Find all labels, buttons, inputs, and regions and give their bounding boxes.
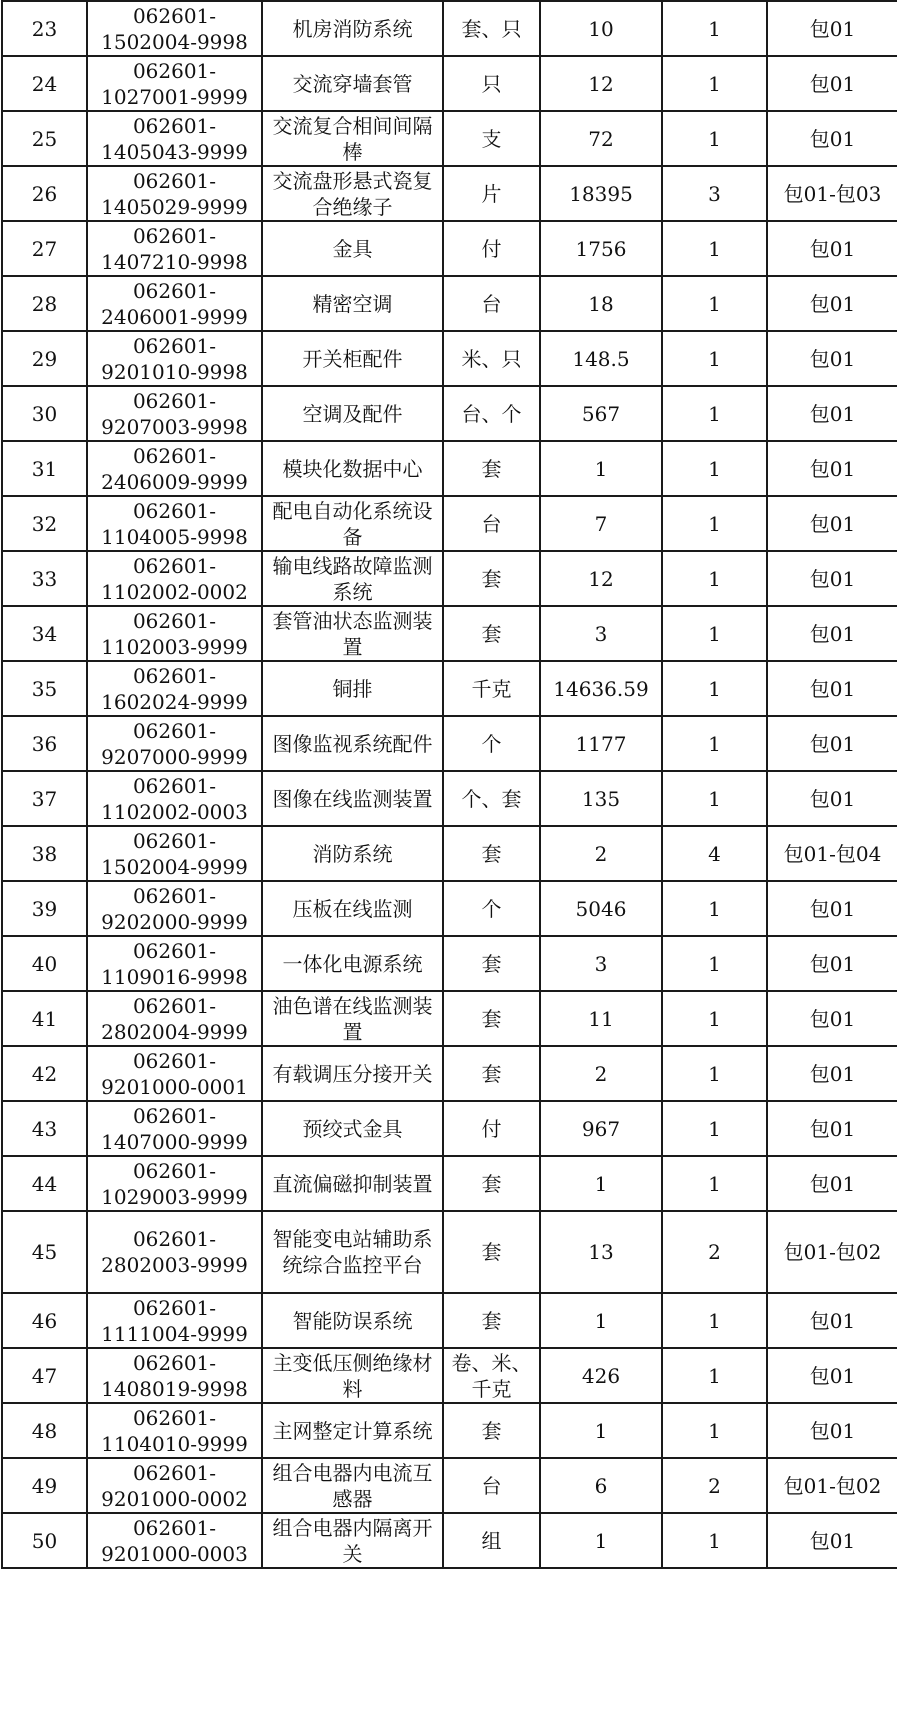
cell-package-count: 1	[662, 1403, 767, 1458]
cell-material-code	[87, 111, 262, 166]
cell-quantity: 12	[540, 56, 662, 111]
cell-serial-number: 25	[2, 111, 87, 166]
cell-unit: 套	[443, 1211, 540, 1293]
material-code-suffix: 1102002-0003	[101, 799, 248, 824]
table-row	[2, 1211, 897, 1293]
cell-material-name: 消防系统	[262, 826, 443, 881]
material-code-suffix: 1407000-9999	[101, 1129, 248, 1154]
table-row	[2, 1293, 897, 1348]
cell-material-code	[87, 936, 262, 991]
cell-material-code	[87, 1403, 262, 1458]
cell-package-count: 1	[662, 111, 767, 166]
cell-material-code	[87, 661, 262, 716]
cell-package-count: 1	[662, 1101, 767, 1156]
cell-material-code	[87, 386, 262, 441]
cell-quantity: 72	[540, 111, 662, 166]
cell-quantity: 1756	[540, 221, 662, 276]
table-row	[2, 1, 897, 56]
material-code-suffix: 9201000-0002	[101, 1486, 248, 1511]
table-row	[2, 276, 897, 331]
cell-package-range: 包01	[767, 991, 897, 1046]
table-row	[2, 56, 897, 111]
table-row	[2, 386, 897, 441]
cell-serial-number: 42	[2, 1046, 87, 1101]
cell-package-range: 包01	[767, 606, 897, 661]
cell-material-code	[87, 1348, 262, 1403]
cell-material-name: 机房消防系统	[262, 1, 443, 56]
material-code-prefix: 062601-	[132, 388, 217, 413]
cell-material-code	[87, 441, 262, 496]
cell-serial-number: 47	[2, 1348, 87, 1403]
cell-unit: 台	[443, 276, 540, 331]
cell-serial-number: 29	[2, 331, 87, 386]
material-code-prefix: 062601-	[132, 278, 217, 303]
material-code-prefix: 062601-	[132, 113, 217, 138]
cell-package-count: 1	[662, 771, 767, 826]
cell-quantity: 13	[540, 1211, 662, 1293]
material-code-prefix: 062601-	[132, 553, 217, 578]
cell-package-range: 包01	[767, 716, 897, 771]
material-code-suffix: 2406009-9999	[101, 469, 248, 494]
cell-package-count: 1	[662, 56, 767, 111]
cell-quantity: 135	[540, 771, 662, 826]
cell-package-count: 1	[662, 1513, 767, 1568]
table-row	[2, 1348, 897, 1403]
table-body	[2, 1, 897, 1568]
cell-serial-number: 31	[2, 441, 87, 496]
cell-package-count: 1	[662, 936, 767, 991]
cell-unit: 套	[443, 1403, 540, 1458]
table-row	[2, 111, 897, 166]
cell-unit: 套、只	[443, 1, 540, 56]
cell-material-code	[87, 1, 262, 56]
cell-quantity: 1	[540, 441, 662, 496]
cell-package-count: 1	[662, 661, 767, 716]
cell-unit: 米、只	[443, 331, 540, 386]
material-code-prefix: 062601-	[132, 993, 217, 1018]
cell-package-count: 1	[662, 716, 767, 771]
material-code-prefix: 062601-	[132, 718, 217, 743]
cell-quantity: 10	[540, 1, 662, 56]
cell-quantity: 6	[540, 1458, 662, 1513]
material-code-prefix: 062601-	[132, 1405, 217, 1430]
material-code-suffix: 1104005-9998	[101, 524, 248, 549]
cell-package-count: 2	[662, 1458, 767, 1513]
cell-package-count: 1	[662, 276, 767, 331]
cell-package-count: 1	[662, 551, 767, 606]
table-row	[2, 1101, 897, 1156]
table-row	[2, 716, 897, 771]
cell-serial-number: 33	[2, 551, 87, 606]
cell-serial-number: 49	[2, 1458, 87, 1513]
table-row	[2, 1156, 897, 1211]
cell-package-count: 4	[662, 826, 767, 881]
cell-unit: 个	[443, 716, 540, 771]
table-row	[2, 661, 897, 716]
cell-material-code	[87, 331, 262, 386]
material-code-prefix: 062601-	[132, 883, 217, 908]
material-code-suffix: 1027001-9999	[101, 84, 248, 109]
material-code-prefix: 062601-	[132, 1103, 217, 1128]
table-row	[2, 1458, 897, 1513]
cell-unit: 套	[443, 1156, 540, 1211]
cell-quantity: 11	[540, 991, 662, 1046]
cell-package-range: 包01-包04	[767, 826, 897, 881]
cell-unit: 套	[443, 1293, 540, 1348]
table-row	[2, 1046, 897, 1101]
cell-quantity: 18395	[540, 166, 662, 221]
cell-material-name: 交流穿墙套管	[262, 56, 443, 111]
cell-package-range: 包01	[767, 551, 897, 606]
cell-quantity: 2	[540, 1046, 662, 1101]
cell-quantity: 2	[540, 826, 662, 881]
cell-unit: 套	[443, 606, 540, 661]
cell-package-range: 包01	[767, 221, 897, 276]
cell-package-count: 1	[662, 221, 767, 276]
cell-material-code	[87, 56, 262, 111]
cell-serial-number: 30	[2, 386, 87, 441]
cell-unit: 付	[443, 221, 540, 276]
cell-unit: 套	[443, 551, 540, 606]
cell-package-range: 包01	[767, 1403, 897, 1458]
cell-material-code	[87, 716, 262, 771]
material-code-suffix: 1029003-9999	[101, 1184, 248, 1209]
cell-quantity: 14636.59	[540, 661, 662, 716]
cell-serial-number: 39	[2, 881, 87, 936]
material-code-prefix: 062601-	[132, 333, 217, 358]
cell-material-code	[87, 551, 262, 606]
cell-material-name: 模块化数据中心	[262, 441, 443, 496]
table-row	[2, 1513, 897, 1568]
cell-material-name: 预绞式金具	[262, 1101, 443, 1156]
material-code-prefix: 062601-	[132, 1048, 217, 1073]
cell-material-code	[87, 276, 262, 331]
cell-package-range: 包01	[767, 1156, 897, 1211]
cell-unit: 个	[443, 881, 540, 936]
cell-package-count: 1	[662, 991, 767, 1046]
cell-unit: 支	[443, 111, 540, 166]
cell-package-count: 1	[662, 331, 767, 386]
cell-quantity: 148.5	[540, 331, 662, 386]
material-code-prefix: 062601-	[132, 1460, 217, 1485]
cell-material-name: 油色谱在线监测装置	[262, 991, 443, 1046]
cell-material-name: 图像在线监测装置	[262, 771, 443, 826]
cell-serial-number: 38	[2, 826, 87, 881]
cell-material-code	[87, 1156, 262, 1211]
cell-package-range: 包01	[767, 386, 897, 441]
cell-package-count: 1	[662, 1046, 767, 1101]
cell-unit: 付	[443, 1101, 540, 1156]
cell-package-range: 包01	[767, 936, 897, 991]
cell-unit: 千克	[443, 661, 540, 716]
cell-package-range: 包01	[767, 1293, 897, 1348]
cell-package-range: 包01-包02	[767, 1211, 897, 1293]
cell-material-name: 输电线路故障监测系统	[262, 551, 443, 606]
cell-material-code	[87, 1101, 262, 1156]
cell-material-code	[87, 166, 262, 221]
material-code-suffix: 1102002-0002	[101, 579, 248, 604]
cell-material-name: 精密空调	[262, 276, 443, 331]
cell-unit: 套	[443, 1046, 540, 1101]
material-code-suffix: 1602024-9999	[101, 689, 248, 714]
cell-package-range: 包01	[767, 441, 897, 496]
cell-material-name: 组合电器内隔离开关	[262, 1513, 443, 1568]
material-code-suffix: 1405029-9999	[101, 194, 248, 219]
cell-material-code	[87, 1293, 262, 1348]
material-code-suffix: 2802003-9999	[101, 1253, 248, 1277]
cell-serial-number: 48	[2, 1403, 87, 1458]
cell-quantity: 7	[540, 496, 662, 551]
material-code-prefix: 062601-	[132, 1350, 217, 1375]
material-code-prefix: 062601-	[132, 608, 217, 633]
cell-serial-number: 46	[2, 1293, 87, 1348]
cell-package-range: 包01	[767, 1513, 897, 1568]
cell-material-code	[87, 1046, 262, 1101]
cell-serial-number: 37	[2, 771, 87, 826]
material-code-suffix: 9201010-9998	[101, 359, 248, 384]
cell-material-code	[87, 606, 262, 661]
cell-package-range: 包01	[767, 1101, 897, 1156]
cell-unit: 台	[443, 496, 540, 551]
cell-material-name: 配电自动化系统设备	[262, 496, 443, 551]
material-code-suffix: 1408019-9998	[101, 1376, 248, 1401]
cell-quantity: 3	[540, 936, 662, 991]
cell-quantity: 5046	[540, 881, 662, 936]
table-row	[2, 771, 897, 826]
material-code-prefix: 062601-	[132, 223, 217, 248]
table-row	[2, 441, 897, 496]
cell-material-name: 一体化电源系统	[262, 936, 443, 991]
cell-quantity: 12	[540, 551, 662, 606]
cell-quantity: 1	[540, 1513, 662, 1568]
material-code-suffix: 2802004-9999	[101, 1019, 248, 1044]
material-code-prefix: 062601-	[132, 1295, 217, 1320]
table-row	[2, 881, 897, 936]
cell-material-code	[87, 826, 262, 881]
table-row	[2, 826, 897, 881]
cell-quantity: 426	[540, 1348, 662, 1403]
cell-package-range: 包01-包02	[767, 1458, 897, 1513]
cell-package-range: 包01	[767, 1348, 897, 1403]
cell-material-name: 交流盘形悬式瓷复合绝缘子	[262, 166, 443, 221]
material-code-suffix: 1502004-9999	[101, 854, 248, 879]
material-code-suffix: 1405043-9999	[101, 139, 248, 164]
cell-package-count: 1	[662, 386, 767, 441]
cell-material-name: 有载调压分接开关	[262, 1046, 443, 1101]
material-code-suffix: 9202000-9999	[101, 909, 248, 934]
cell-serial-number: 26	[2, 166, 87, 221]
cell-serial-number: 35	[2, 661, 87, 716]
material-code-suffix: 9207000-9999	[101, 744, 248, 769]
cell-quantity: 18	[540, 276, 662, 331]
table-row	[2, 606, 897, 661]
cell-unit: 组	[443, 1513, 540, 1568]
cell-package-range: 包01	[767, 881, 897, 936]
table-row	[2, 936, 897, 991]
cell-serial-number: 41	[2, 991, 87, 1046]
cell-material-code	[87, 881, 262, 936]
cell-unit: 套	[443, 991, 540, 1046]
cell-serial-number: 24	[2, 56, 87, 111]
material-code-suffix: 1102003-9999	[101, 634, 248, 659]
material-code-prefix: 062601-	[132, 828, 217, 853]
table-row	[2, 496, 897, 551]
cell-material-name: 智能防误系统	[262, 1293, 443, 1348]
material-code-prefix: 062601-	[132, 1227, 217, 1251]
cell-material-name: 开关柜配件	[262, 331, 443, 386]
materials-table	[1, 0, 897, 1569]
cell-package-count: 2	[662, 1211, 767, 1293]
cell-material-code	[87, 496, 262, 551]
table-row	[2, 1403, 897, 1458]
table-row	[2, 551, 897, 606]
cell-unit: 只	[443, 56, 540, 111]
cell-serial-number: 23	[2, 1, 87, 56]
cell-material-name: 空调及配件	[262, 386, 443, 441]
material-code-suffix: 9201000-0001	[101, 1074, 248, 1099]
cell-unit: 台、个	[443, 386, 540, 441]
cell-unit: 卷、米、千克	[443, 1348, 540, 1403]
cell-package-range: 包01	[767, 771, 897, 826]
cell-material-name: 组合电器内电流互感器	[262, 1458, 443, 1513]
material-code-prefix: 062601-	[132, 3, 217, 28]
material-code-prefix: 062601-	[132, 443, 217, 468]
cell-serial-number: 40	[2, 936, 87, 991]
cell-unit: 台	[443, 1458, 540, 1513]
cell-package-count: 1	[662, 1156, 767, 1211]
material-code-prefix: 062601-	[132, 498, 217, 523]
cell-quantity: 567	[540, 386, 662, 441]
material-code-suffix: 9207003-9998	[101, 414, 248, 439]
cell-serial-number: 27	[2, 221, 87, 276]
cell-quantity: 1	[540, 1403, 662, 1458]
cell-package-count: 1	[662, 496, 767, 551]
cell-package-range: 包01	[767, 276, 897, 331]
cell-serial-number: 44	[2, 1156, 87, 1211]
cell-package-range: 包01	[767, 111, 897, 166]
table-row	[2, 991, 897, 1046]
material-code-suffix: 9201000-0003	[101, 1541, 248, 1566]
cell-package-count: 1	[662, 1, 767, 56]
cell-package-range: 包01	[767, 1, 897, 56]
cell-unit: 片	[443, 166, 540, 221]
cell-package-range: 包01	[767, 331, 897, 386]
cell-serial-number: 50	[2, 1513, 87, 1568]
cell-unit: 个、套	[443, 771, 540, 826]
table-row	[2, 221, 897, 276]
material-code-prefix: 062601-	[132, 663, 217, 688]
material-code-suffix: 2406001-9999	[101, 304, 248, 329]
cell-unit: 套	[443, 441, 540, 496]
cell-material-name: 图像监视系统配件	[262, 716, 443, 771]
cell-material-code	[87, 1211, 262, 1293]
cell-quantity: 1	[540, 1156, 662, 1211]
cell-package-range: 包01	[767, 56, 897, 111]
cell-unit: 套	[443, 826, 540, 881]
cell-material-name: 智能变电站辅助系统综合监控平台	[262, 1211, 443, 1293]
cell-material-code	[87, 1513, 262, 1568]
cell-serial-number: 28	[2, 276, 87, 331]
material-code-prefix: 062601-	[132, 1515, 217, 1540]
cell-material-name: 金具	[262, 221, 443, 276]
material-code-prefix: 062601-	[132, 58, 217, 83]
table-row	[2, 331, 897, 386]
cell-material-name: 套管油状态监测装置	[262, 606, 443, 661]
cell-material-code	[87, 991, 262, 1046]
cell-package-count: 3	[662, 166, 767, 221]
cell-package-range: 包01-包03	[767, 166, 897, 221]
material-code-suffix: 1111004-9999	[101, 1321, 248, 1346]
cell-serial-number: 32	[2, 496, 87, 551]
material-code-suffix: 1502004-9998	[101, 29, 248, 54]
material-code-suffix: 1104010-9999	[101, 1431, 248, 1456]
material-code-prefix: 062601-	[132, 168, 217, 193]
cell-quantity: 1177	[540, 716, 662, 771]
cell-serial-number: 34	[2, 606, 87, 661]
cell-quantity: 1	[540, 1293, 662, 1348]
cell-package-count: 1	[662, 606, 767, 661]
table-row	[2, 166, 897, 221]
cell-package-range: 包01	[767, 1046, 897, 1101]
cell-package-count: 1	[662, 881, 767, 936]
cell-package-count: 1	[662, 1293, 767, 1348]
material-code-suffix: 1407210-9998	[101, 249, 248, 274]
cell-package-count: 1	[662, 441, 767, 496]
cell-quantity: 967	[540, 1101, 662, 1156]
material-code-prefix: 062601-	[132, 938, 217, 963]
material-code-prefix: 062601-	[132, 1158, 217, 1183]
cell-material-code	[87, 221, 262, 276]
cell-material-name: 主变低压侧绝缘材料	[262, 1348, 443, 1403]
cell-material-name: 交流复合相间间隔棒	[262, 111, 443, 166]
cell-quantity: 3	[540, 606, 662, 661]
cell-package-count: 1	[662, 1348, 767, 1403]
cell-serial-number: 43	[2, 1101, 87, 1156]
cell-package-range: 包01	[767, 661, 897, 716]
cell-serial-number: 36	[2, 716, 87, 771]
cell-material-name: 铜排	[262, 661, 443, 716]
cell-unit: 套	[443, 936, 540, 991]
cell-material-code	[87, 1458, 262, 1513]
cell-package-range: 包01	[767, 496, 897, 551]
cell-material-name: 主网整定计算系统	[262, 1403, 443, 1458]
material-code-prefix: 062601-	[132, 773, 217, 798]
cell-material-name: 压板在线监测	[262, 881, 443, 936]
cell-serial-number: 45	[2, 1211, 87, 1293]
material-code-suffix: 1109016-9998	[101, 964, 248, 989]
cell-material-name: 直流偏磁抑制装置	[262, 1156, 443, 1211]
cell-material-code	[87, 771, 262, 826]
